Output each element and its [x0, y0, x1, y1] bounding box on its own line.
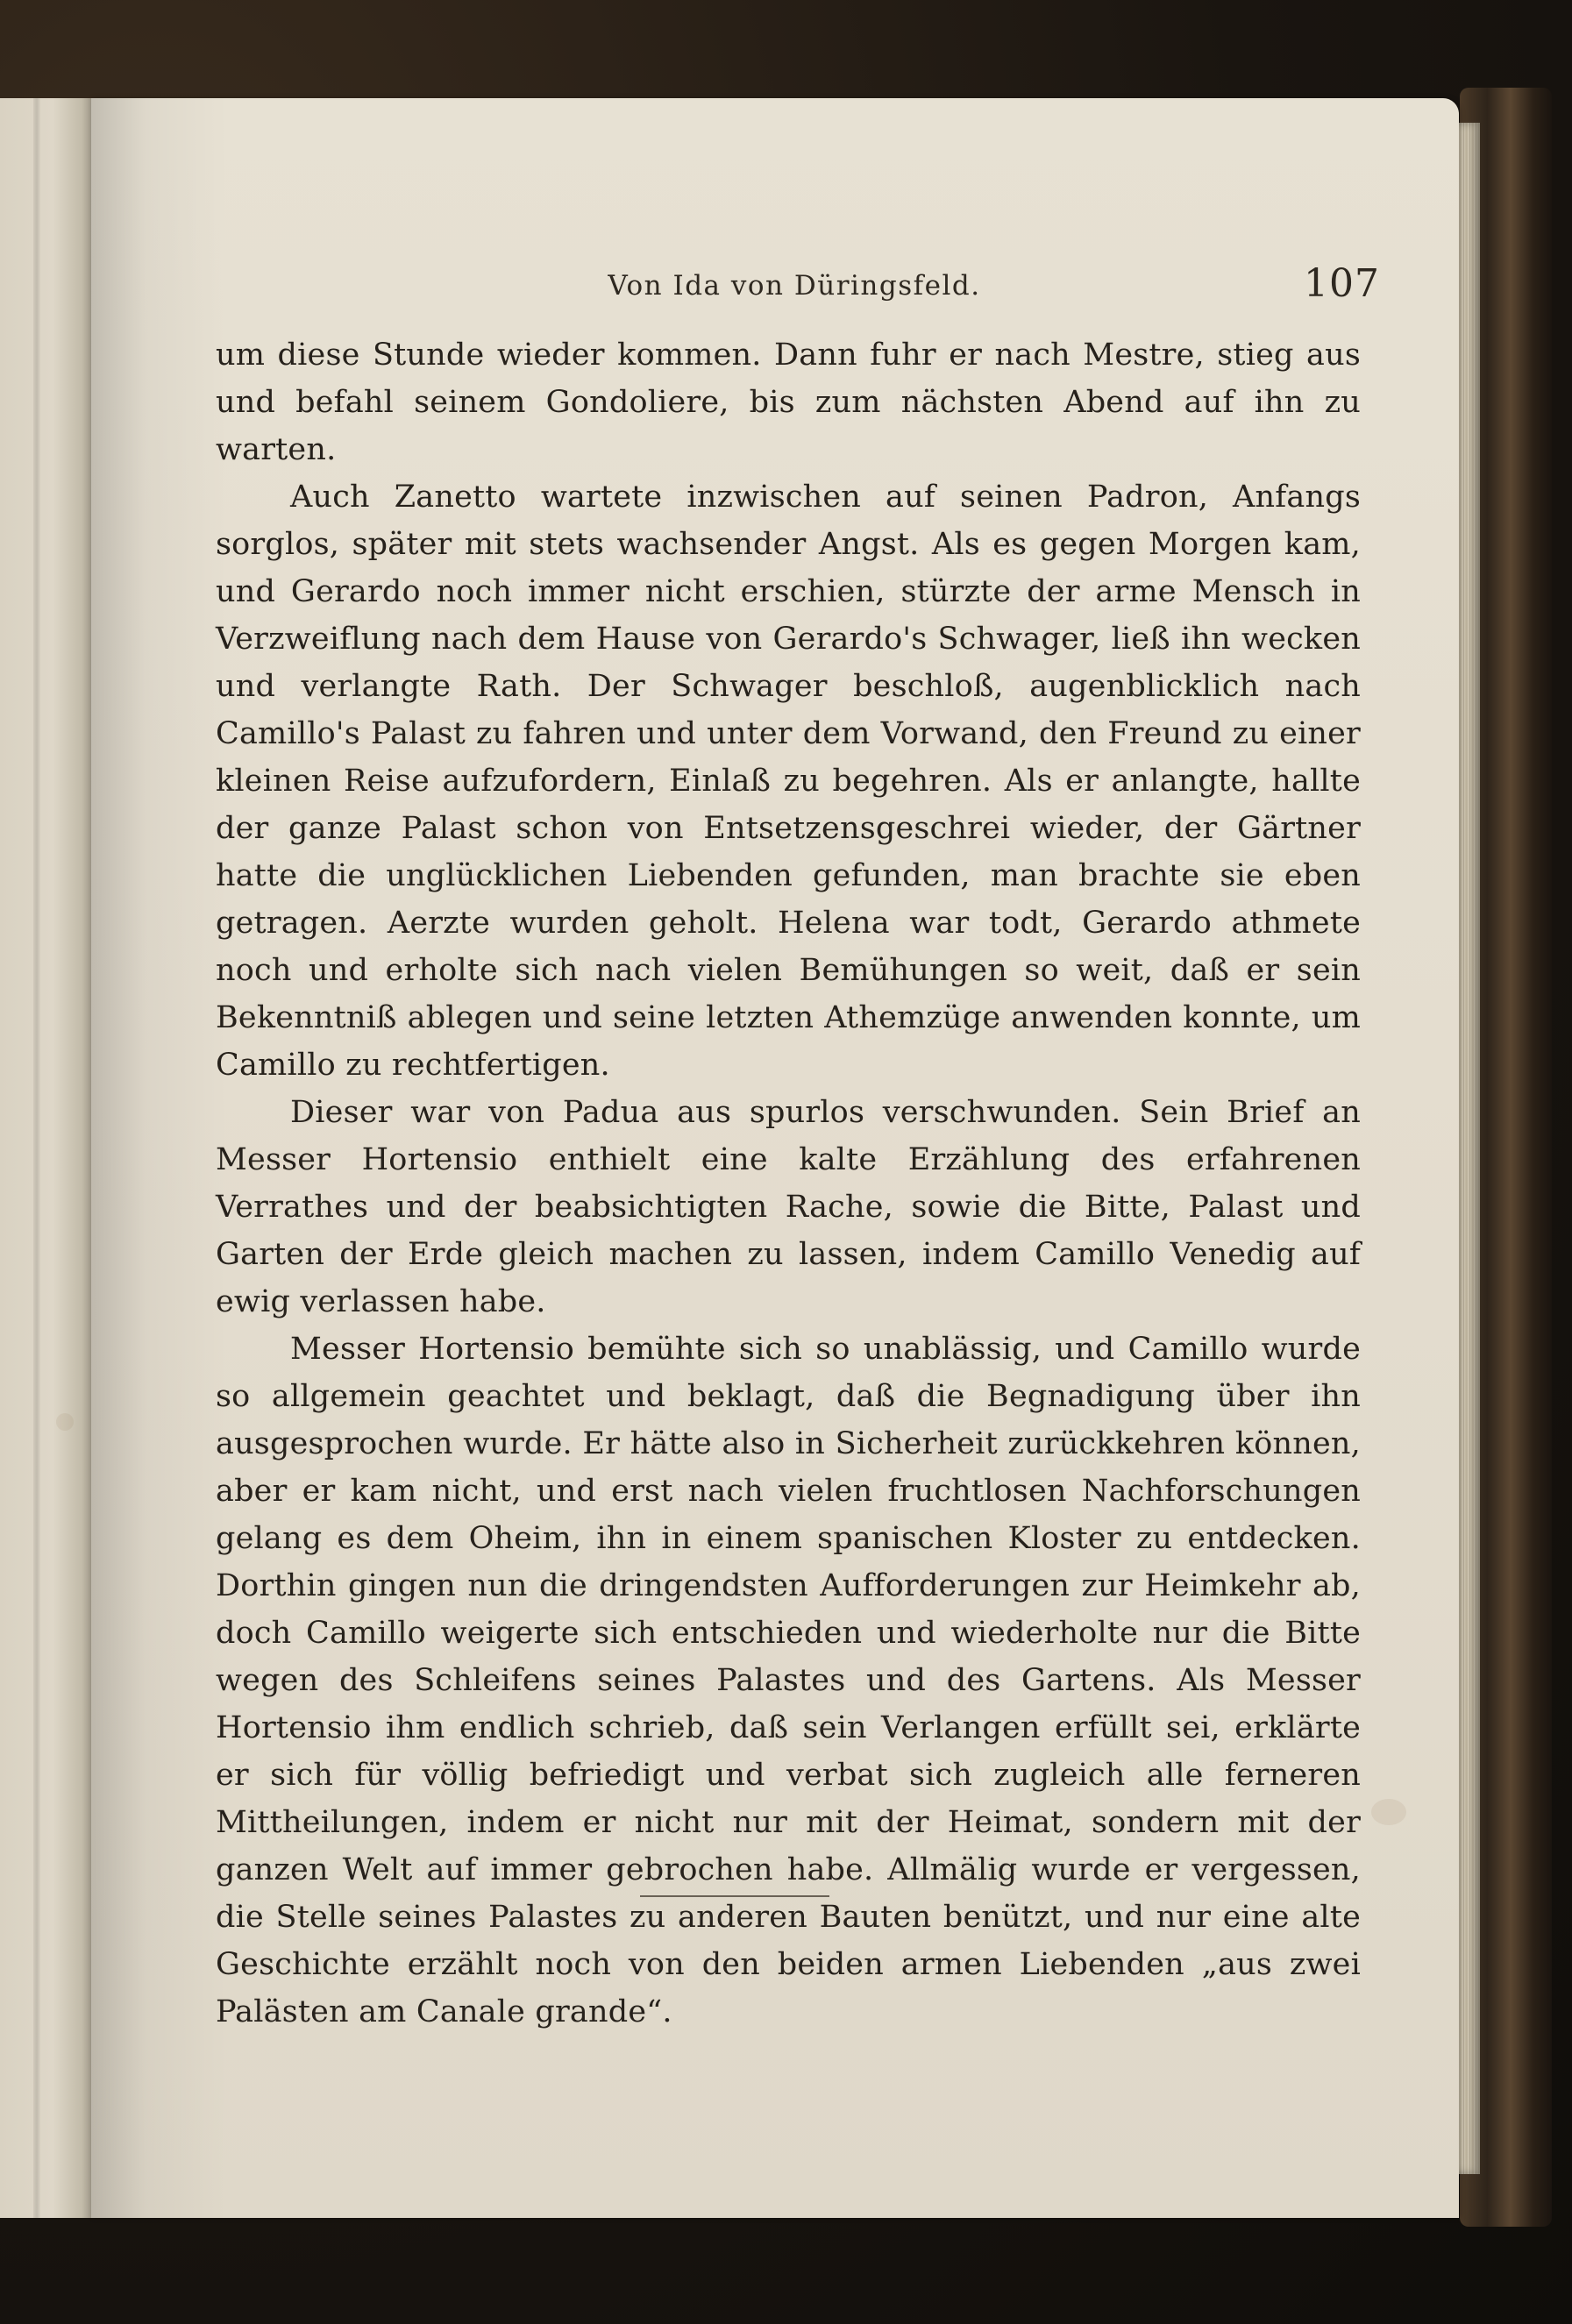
page-stain [1371, 1799, 1406, 1825]
paragraph: Messer Hortensio bemühte sich so unablässig, und Camillo wurde so allgemein geachtet und beklagt, daß die Begnadigung über ihn ausgesprochen wurde. Er hätte also in Sicherheit zurückkehren können, aber er kam nicht, und erst nach vielen fruchtlosen Nachforschungen gelang es dem Oheim, ihn in einem spanischen Kloster zu entdecken. Dorthin gingen nun die dringendsten Aufforderungen zur Heimkehr ab, doch Camillo weigerte sich entschieden und wiederholte nur die Bitte wegen des Schleifens seines Palastes und des Gartens. Als Messer Hortensio ihm endlich schrieb, daß sein Verlangen erfüllt sei, erklärte er sich für völlig befriedigt und verbat sich zugleich alle ferneren Mittheilungen, indem er nicht nur mit der Heimat, sondern mit der ganzen Welt auf immer gebrochen habe. Allmälig wurde er vergessen, die Stelle seines Palastes zu anderen Bauten benützt, und nur eine alte Geschichte erzählt noch von den beiden armen Liebenden „aus zwei Palästen am Canale grande“. [216, 1332, 1361, 2029]
end-rule [640, 1895, 829, 1897]
page-stain [56, 1413, 74, 1431]
running-header [216, 256, 1380, 326]
body-text [216, 331, 1361, 2036]
paragraph: Dieser war von Padua aus spurlos verschwunden. Sein Brief an Messer Hortensio enthielt eine kalte Erzählung des erfahrenen Verrathes und der beabsichtigten Rache, sowie die Bitte, Palast und Garten der Erde gleich machen zu lassen, indem Camillo Venedig auf ewig verlassen habe. [216, 1095, 1361, 1319]
paragraph: Auch Zanetto wartete inzwischen auf seinen Padron, Anfangs sorglos, später mit stets wachsender Angst. Als es gegen Morgen kam, und Gerardo noch immer nicht erschien, stürzte der arme Mensch in Verzweiflung nach dem Hause von Gerardo's Schwager, ließ ihn wecken und verlangte Rath. Der Schwager beschloß, augenblicklich nach Camillo's Palast zu fahren und unter dem Vorwand, den Freund zu einer kleinen Reise aufzufordern, Einlaß zu begehren. Als er anlangte, hallte der ganze Palast schon von Entsetzensgeschrei wieder, der Gärtner hatte die unglücklichen Liebenden gefunden, man brachte sie eben getragen. Aerzte wurden geholt. Helena war todt, Gerardo athmete noch und erholte sich nach vielen Bemühungen so weit, daß er sein Bekenntniß ablegen und seine letzten Athemzüge anwenden konnte, um Camillo zu rechtfertigen. [216, 480, 1361, 1083]
page-number: 107 [1304, 261, 1380, 306]
previous-page-edge [0, 98, 96, 2218]
paragraph: um diese Stunde wieder kommen. Dann fuhr er nach Mestre, stieg aus und befahl seinem Gondoliere, bis zum nächsten Abend auf ihn zu warten. [216, 338, 1361, 467]
running-header-title: Von Ida von Düringsfeld. [608, 270, 981, 302]
book-page [91, 98, 1459, 2218]
